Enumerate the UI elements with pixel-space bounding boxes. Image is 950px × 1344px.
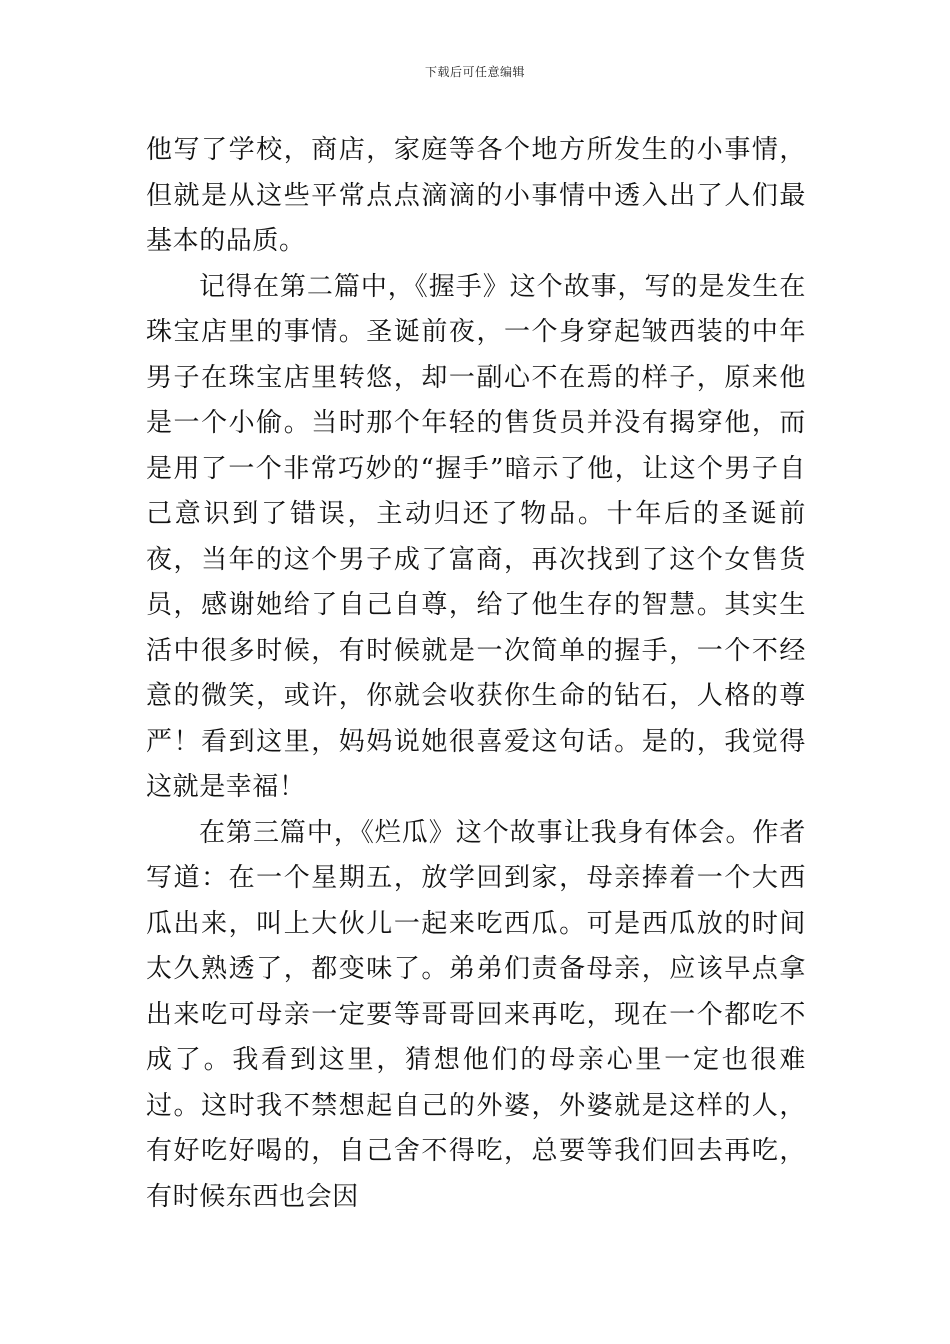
paragraph-rotten-melon-story: 在第三篇中，《烂瓜》这个故事让我身有体会。作者写道：在一个星期五，放学回到家，母亲捧着一个大西瓜出来，叫上大伙儿一起来吃西瓜。可是西瓜放的时间太久熟透了，都变味了。弟弟们责备母亲，应该早点拿出来吃可母亲一定要等哥哥回来再吃，现在一个都吃不成了。我看到这里，猜想他们的母亲心里一定也很难过。这时我不禁想起自己的外婆，外婆就是这样的人，有好吃好喝的，自己舍不得吃，总要等我们回去再吃，有时候东西也会因	[146, 817, 806, 1212]
paragraph-handshake-story: 记得在第二篇中，《握手》这个故事，写的是发生在珠宝店里的事情。圣诞前夜，一个身穿起皱西装的中年男子在珠宝店里转悠，却一副心不在焉的样子，原来他是一个小偷。当时那个年轻的售货员并没有揭穿他，而是用了一个非常巧妙的“握手”暗示了他，让这个男子自己意识到了错误，主动归还了物品。十年后的圣诞前夜，当年的这个男子成了富商，再次找到了这个女售货员，感谢她给了自己自尊，给了他生存的智慧。其实生活中很多时候，有时候就是一次简单的握手，一个不经意的微笑，或许，你就会收获你生命的钻石，人格的尊严！看到这里，妈妈说她很喜爱这句话。是的，我觉得这就是幸福！	[146, 271, 806, 802]
document-body	[146, 128, 806, 1220]
page-header: 下载后可任意编辑	[424, 65, 525, 79]
paragraph-school-shop-home: 他写了学校，商店，家庭等各个地方所发生的小事情，但就是从这些平常点点滴滴的小事情中透入出了人们最基本的品质。	[146, 135, 806, 256]
